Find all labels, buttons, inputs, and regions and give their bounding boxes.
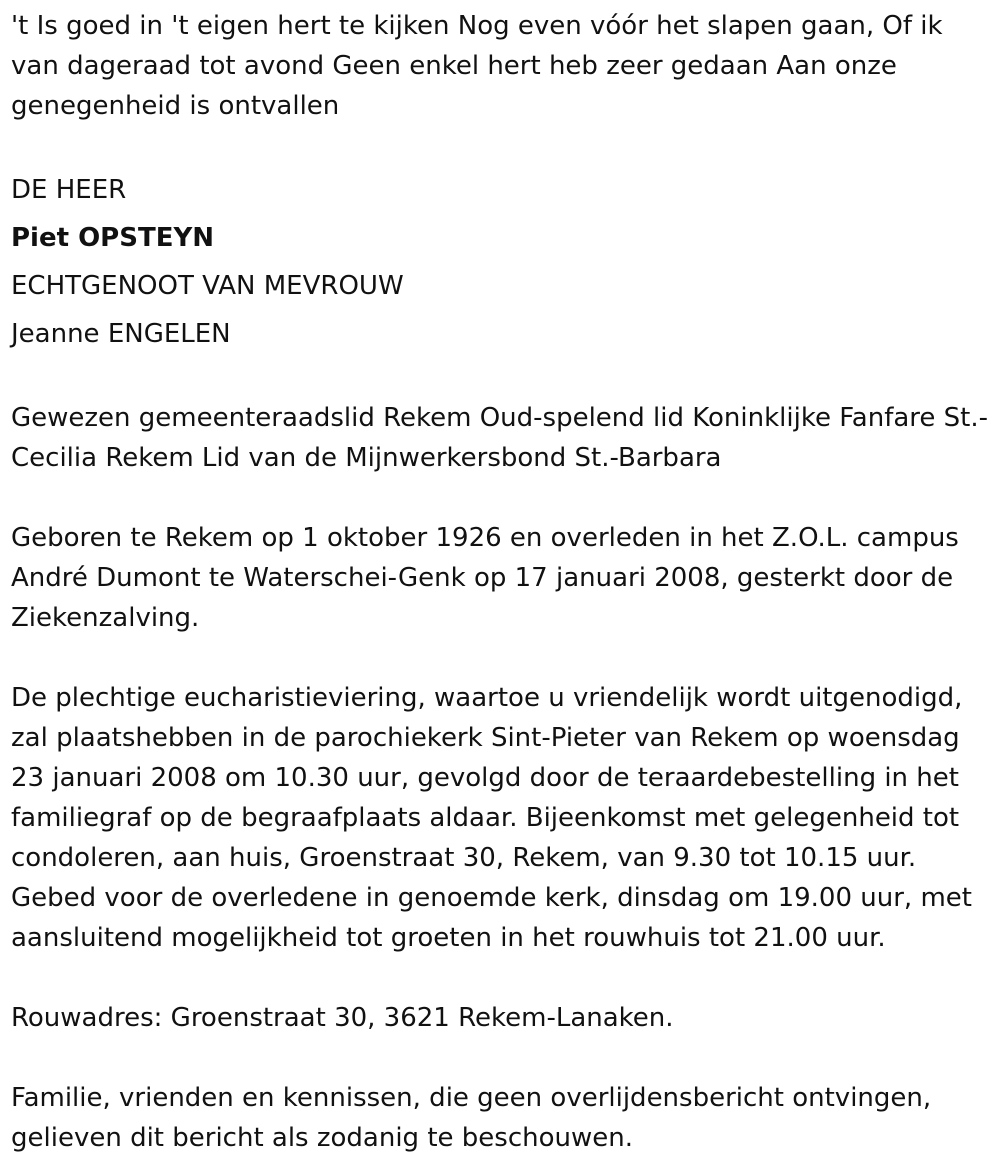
- closing-paragraph: Familie, vrienden en kennissen, die geen overlijdensbericht ontvingen, gelieven dit bericht als zodanig te beschouwen.: [11, 1083, 932, 1153]
- address-paragraph: Rouwadres: Groenstraat 30, 3621 Rekem-Lanaken.: [11, 1003, 674, 1033]
- roles-paragraph: Gewezen gemeenteraadslid Rekem Oud-spelend lid Koninklijke Fanfare St.-Cecilia Rekem Lid van de Mijnwerkersbond St.-Barbara: [11, 403, 989, 473]
- spacer: [11, 358, 990, 398]
- poem-text: 't Is goed in 't eigen hert te kijken Nog even vóór het slapen gaan, Of ik van dageraad tot avond Geen enkel hert heb zeer gedaan Aan onze genegenheid is ontvallen: [11, 11, 943, 121]
- spouse-label: ECHTGENOOT VAN MEVROUW: [11, 271, 404, 301]
- honorific-title: DE HEER: [11, 175, 127, 205]
- birth-death-paragraph: Geboren te Rekem op 1 oktober 1926 en overleden in het Z.O.L. campus André Dumont te Waterschei-Genk op 17 januari 2008, gesterkt door de Ziekenzalving.: [11, 523, 959, 633]
- deceased-name: Piet OPSTEYN: [11, 223, 215, 253]
- funeral-paragraph: De plechtige eucharistieviering, waartoe u vriendelijk wordt uitgenodigd, zal plaatshebben in de parochiekerk Sint-Pieter van Rekem op woensdag 23 januari 2008 om 10.30 uur, gevolgd door de teraardebestelling in het familiegraf op de begraafplaats aldaar. Bijeenkomst met gelegenheid tot condoleren, aan huis, Groenstraat 30, Rekem, van 9.30 tot 10.15 uur. Gebed voor de overledene in genoemde kerk, dinsdag om 19.00 uur, met aansluitend mogelijkheid tot groeten in het rouwhuis tot 21.00 uur.: [11, 683, 972, 953]
- spouse-name: Jeanne ENGELEN: [11, 319, 231, 349]
